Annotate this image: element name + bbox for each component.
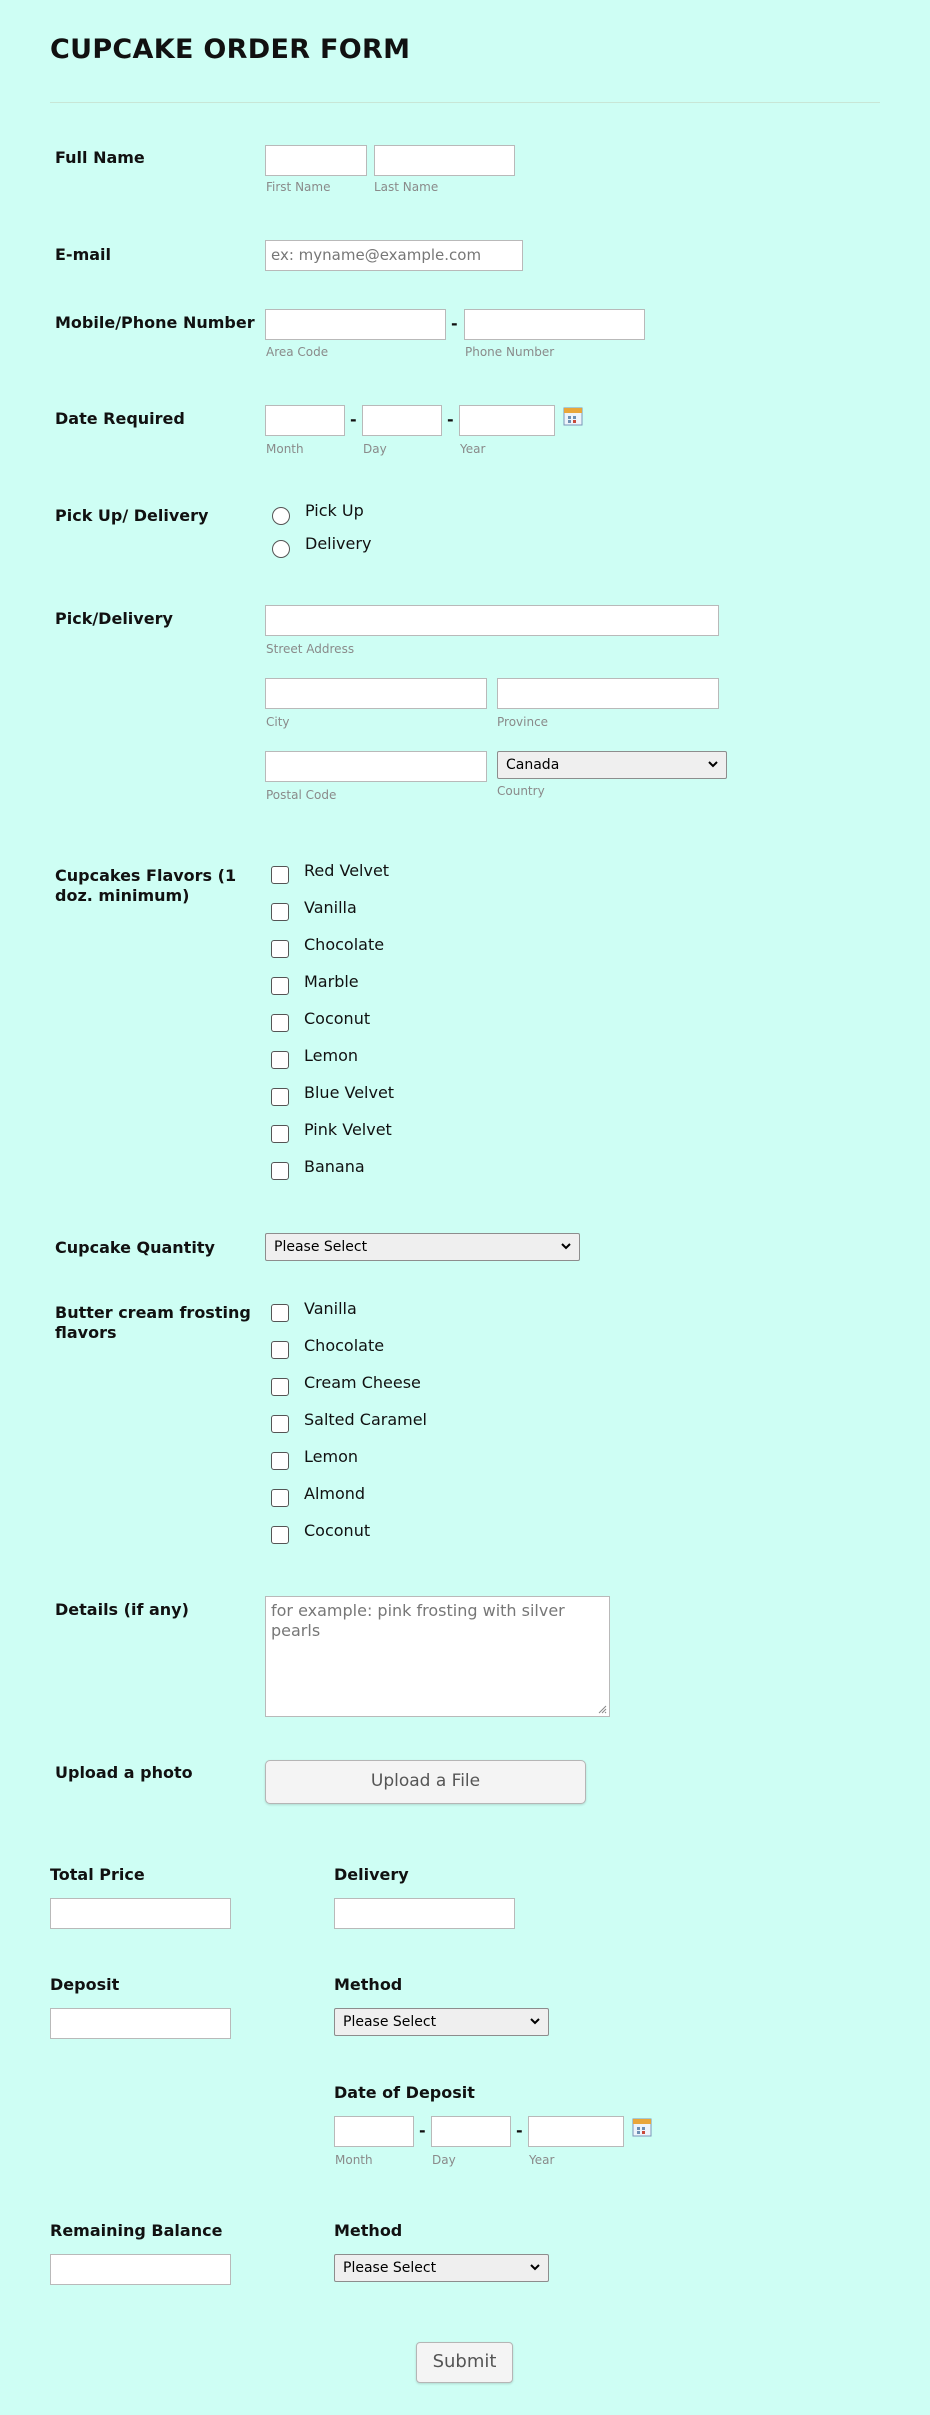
date-day-input[interactable] — [362, 405, 442, 436]
deposit-year-input[interactable] — [528, 2116, 624, 2147]
upload-file-button[interactable]: Upload a File — [265, 1760, 586, 1804]
flavor-checkbox[interactable] — [271, 1014, 289, 1032]
deposit-date-separator-2: - — [516, 2121, 523, 2140]
frosting-checkbox[interactable] — [271, 1415, 289, 1433]
deposit-day-input[interactable] — [431, 2116, 511, 2147]
street-address-input[interactable] — [265, 605, 719, 636]
phone-label: Mobile/Phone Number — [55, 313, 255, 332]
phone-separator: - — [451, 314, 458, 333]
delivery-fee-input[interactable] — [334, 1898, 515, 1929]
address-label: Pick/Delivery — [55, 609, 173, 628]
country-value: Canada — [506, 757, 560, 773]
frosting-checkbox[interactable] — [271, 1378, 289, 1396]
chevron-down-icon — [530, 2016, 540, 2026]
flavor-option-label: Red Velvet — [304, 861, 390, 880]
flavors-label: Cupcakes Flavors (1 doz. minimum) — [55, 866, 237, 905]
email-label: E-mail — [55, 245, 112, 264]
deposit-month-input[interactable] — [334, 2116, 414, 2147]
resize-handle-icon[interactable] — [598, 1705, 607, 1714]
phone-number-sublabel: Phone Number — [465, 345, 555, 359]
deposit-method-value: Please Select — [343, 2014, 437, 2030]
area-code-sublabel: Area Code — [266, 345, 329, 359]
deposit-method-select[interactable] — [334, 2008, 549, 2036]
deposit-method-label: Method — [334, 1975, 403, 1994]
area-code-input[interactable] — [265, 309, 446, 340]
frosting-checkbox[interactable] — [271, 1526, 289, 1544]
flavor-option-label: Coconut — [304, 1009, 371, 1028]
frosting-option-label: Lemon — [304, 1447, 358, 1466]
flavor-option-label: Lemon — [304, 1046, 358, 1065]
full-name-label: Full Name — [55, 148, 145, 167]
date-separator-2: - — [447, 410, 454, 429]
email-field[interactable] — [265, 240, 523, 271]
flavor-option-label: Banana — [304, 1157, 365, 1176]
frosting-option-label: Salted Caramel — [304, 1410, 427, 1429]
total-price-label: Total Price — [50, 1865, 145, 1884]
deposit-input[interactable] — [50, 2008, 231, 2039]
phone-number-input[interactable] — [464, 309, 645, 340]
pickup-option-label: Pick Up — [305, 501, 364, 520]
email-placeholder: ex: myname@example.com — [271, 246, 482, 264]
quantity-select[interactable] — [265, 1233, 580, 1261]
chevron-down-icon — [561, 1241, 571, 1251]
chevron-down-icon — [708, 759, 718, 769]
total-price-input[interactable] — [50, 1898, 231, 1929]
flavor-checkbox[interactable] — [271, 1162, 289, 1180]
frosting-checkbox[interactable] — [271, 1489, 289, 1507]
deposit-year-sublabel: Year — [529, 2153, 555, 2167]
country-select[interactable] — [497, 751, 727, 779]
details-textarea[interactable] — [265, 1596, 610, 1717]
frosting-option-label: Vanilla — [304, 1299, 357, 1318]
quantity-value: Please Select — [274, 1239, 368, 1255]
remaining-balance-input[interactable] — [50, 2254, 231, 2285]
date-year-sublabel: Year — [460, 442, 486, 456]
flavor-option-label: Vanilla — [304, 898, 357, 917]
calendar-icon[interactable] — [563, 406, 583, 426]
flavor-checkbox[interactable] — [271, 940, 289, 958]
details-placeholder: for example: pink frosting with silver pearls — [271, 1601, 565, 1640]
divider — [50, 102, 880, 103]
deposit-label: Deposit — [50, 1975, 120, 1994]
pickup-delivery-label: Pick Up/ Delivery — [55, 506, 209, 525]
flavor-option-label: Blue Velvet — [304, 1083, 395, 1102]
postal-code-sublabel: Postal Code — [266, 788, 337, 802]
delivery-fee-label: Delivery — [334, 1865, 409, 1884]
flavor-option-label: Marble — [304, 972, 359, 991]
frosting-option-label: Cream Cheese — [304, 1373, 421, 1392]
frosting-checkbox[interactable] — [271, 1304, 289, 1322]
chevron-down-icon — [530, 2262, 540, 2272]
flavor-checkbox[interactable] — [271, 977, 289, 995]
flavor-option-label: Chocolate — [304, 935, 385, 954]
frosting-option-label: Coconut — [304, 1521, 371, 1540]
pickup-radio[interactable] — [272, 507, 290, 525]
details-label: Details (if any) — [55, 1600, 189, 1619]
country-sublabel: Country — [497, 784, 545, 798]
flavor-checkbox[interactable] — [271, 903, 289, 921]
calendar-icon[interactable] — [632, 2117, 652, 2137]
remaining-balance-label: Remaining Balance — [50, 2221, 223, 2240]
first-name-sublabel: First Name — [266, 180, 331, 194]
balance-method-select[interactable] — [334, 2254, 549, 2282]
province-sublabel: Province — [497, 715, 549, 729]
frosting-option-label: Chocolate — [304, 1336, 385, 1355]
submit-button[interactable]: Submit — [416, 2342, 513, 2383]
frosting-label: Butter cream frosting flavors — [55, 1303, 251, 1342]
date-day-sublabel: Day — [363, 442, 387, 456]
city-sublabel: City — [266, 715, 290, 729]
balance-method-label: Method — [334, 2221, 403, 2240]
delivery-radio[interactable] — [272, 540, 290, 558]
delivery-option-label: Delivery — [305, 534, 372, 553]
flavor-checkbox[interactable] — [271, 866, 289, 884]
flavor-checkbox[interactable] — [271, 1088, 289, 1106]
frosting-checkbox[interactable] — [271, 1341, 289, 1359]
date-of-deposit-label: Date of Deposit — [334, 2083, 475, 2102]
frosting-checkbox[interactable] — [271, 1452, 289, 1470]
postal-code-input[interactable] — [265, 751, 487, 782]
deposit-day-sublabel: Day — [432, 2153, 456, 2167]
balance-method-value: Please Select — [343, 2260, 437, 2276]
deposit-month-sublabel: Month — [335, 2153, 373, 2167]
quantity-label: Cupcake Quantity — [55, 1238, 215, 1257]
last-name-input[interactable] — [374, 145, 515, 176]
page-title: CUPCAKE ORDER FORM — [50, 34, 411, 65]
first-name-input[interactable] — [265, 145, 367, 176]
date-separator-1: - — [350, 410, 357, 429]
province-input[interactable] — [497, 678, 719, 709]
upload-label: Upload a photo — [55, 1763, 193, 1782]
last-name-sublabel: Last Name — [374, 180, 439, 194]
date-month-sublabel: Month — [266, 442, 304, 456]
flavor-checkbox[interactable] — [271, 1051, 289, 1069]
date-required-label: Date Required — [55, 409, 185, 428]
deposit-date-separator-1: - — [419, 2121, 426, 2140]
flavor-option-label: Pink Velvet — [304, 1120, 392, 1139]
date-month-input[interactable] — [265, 405, 345, 436]
city-input[interactable] — [265, 678, 487, 709]
flavor-checkbox[interactable] — [271, 1125, 289, 1143]
street-address-sublabel: Street Address — [266, 642, 355, 656]
frosting-option-label: Almond — [304, 1484, 366, 1503]
date-year-input[interactable] — [459, 405, 555, 436]
